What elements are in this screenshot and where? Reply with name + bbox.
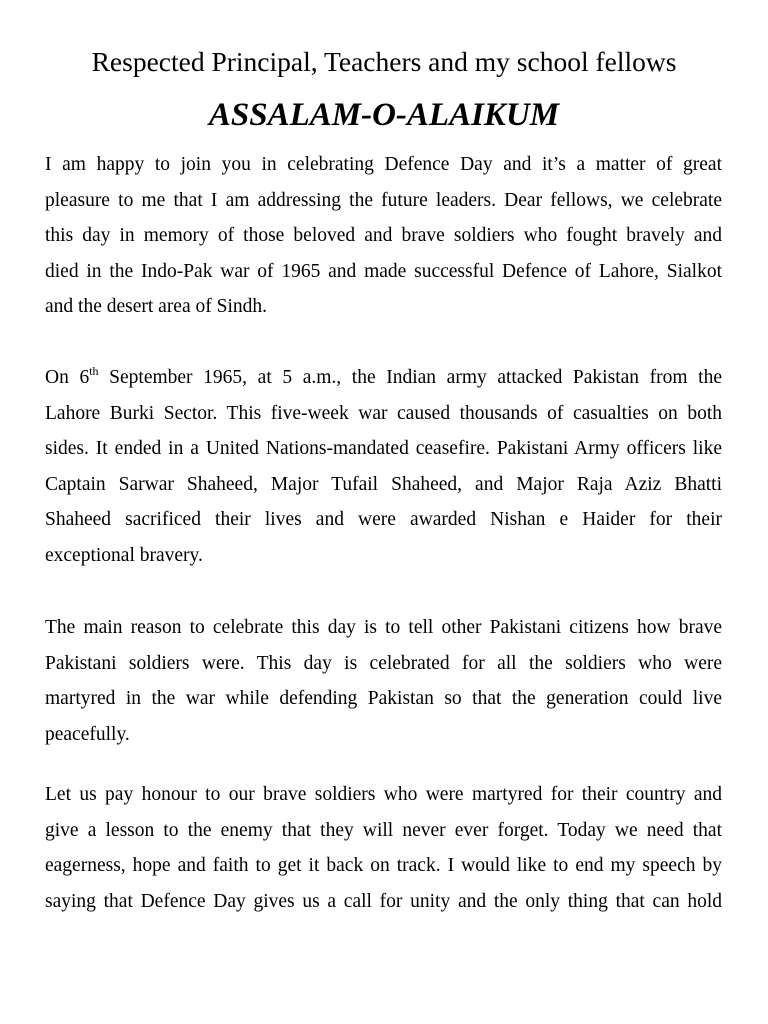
- paragraph-line: give a lesson to the enemy that they will never ever forget. Today we need that: [45, 819, 722, 841]
- ordinal-superscript: th: [89, 364, 99, 378]
- paragraph-4: [45, 777, 722, 919]
- paragraph-line: I am happy to join you in celebrating Defence Day and it’s a matter of great: [45, 154, 722, 175]
- paragraph-line: peacefully.: [45, 723, 130, 745]
- paragraph-2: [45, 360, 722, 574]
- salutation-heading: ASSALAM-O-ALAIKUM: [208, 97, 560, 133]
- paragraph-line: saying that Defence Day gives us a call for unity and the only thing that can hold: [45, 890, 722, 912]
- paragraph-line: Pakistani soldiers were. This day is celebrated for all the soldiers who were: [45, 652, 722, 674]
- paragraph-line: Captain Sarwar Shaheed, Major Tufail Shaheed, and Major Raja Aziz Bhatti: [45, 473, 722, 495]
- greeting-heading: Respected Principal, Teachers and my school fellows: [91, 46, 677, 77]
- paragraph-line: exceptional bravery.: [45, 544, 203, 566]
- line-text: September 1965, at 5 a.m., the Indian army attacked Pakistan from the: [98, 367, 722, 388]
- paragraph-line: this day in memory of those beloved and brave soldiers who fought bravely and: [45, 225, 722, 247]
- paragraph-line: Shaheed sacrificed their lives and were awarded Nishan e Haider for their: [45, 509, 722, 531]
- paragraph-line: Let us pay honour to our brave soldiers who were martyred for their country and: [45, 784, 722, 805]
- paragraph-line: eagerness, hope and faith to get it back on track. I would like to end my speech by: [45, 855, 722, 877]
- paragraph-line: and the desert area of Sindh.: [45, 296, 268, 318]
- paragraph-1: [45, 147, 722, 325]
- paragraph-line: sides. It ended in a United Nations-mandated ceasefire. Pakistani Army officers like: [45, 438, 722, 460]
- paragraph-line: [45, 360, 722, 396]
- paragraph-line: The main reason to celebrate this day is to tell other Pakistani citizens how brave: [45, 617, 722, 638]
- paragraph-3: [45, 610, 722, 752]
- paragraph-line: pleasure to me that I am addressing the future leaders. Dear fellows, we celebrate: [45, 189, 722, 211]
- paragraph-line: Lahore Burki Sector. This five-week war caused thousands of casualties on both: [45, 402, 722, 424]
- paragraph-line: martyred in the war while defending Pakistan so that the generation could live: [45, 688, 722, 710]
- line-text: On 6: [45, 367, 90, 388]
- paragraph-line: died in the Indo-Pak war of 1965 and made successful Defence of Lahore, Sialkot: [45, 260, 722, 282]
